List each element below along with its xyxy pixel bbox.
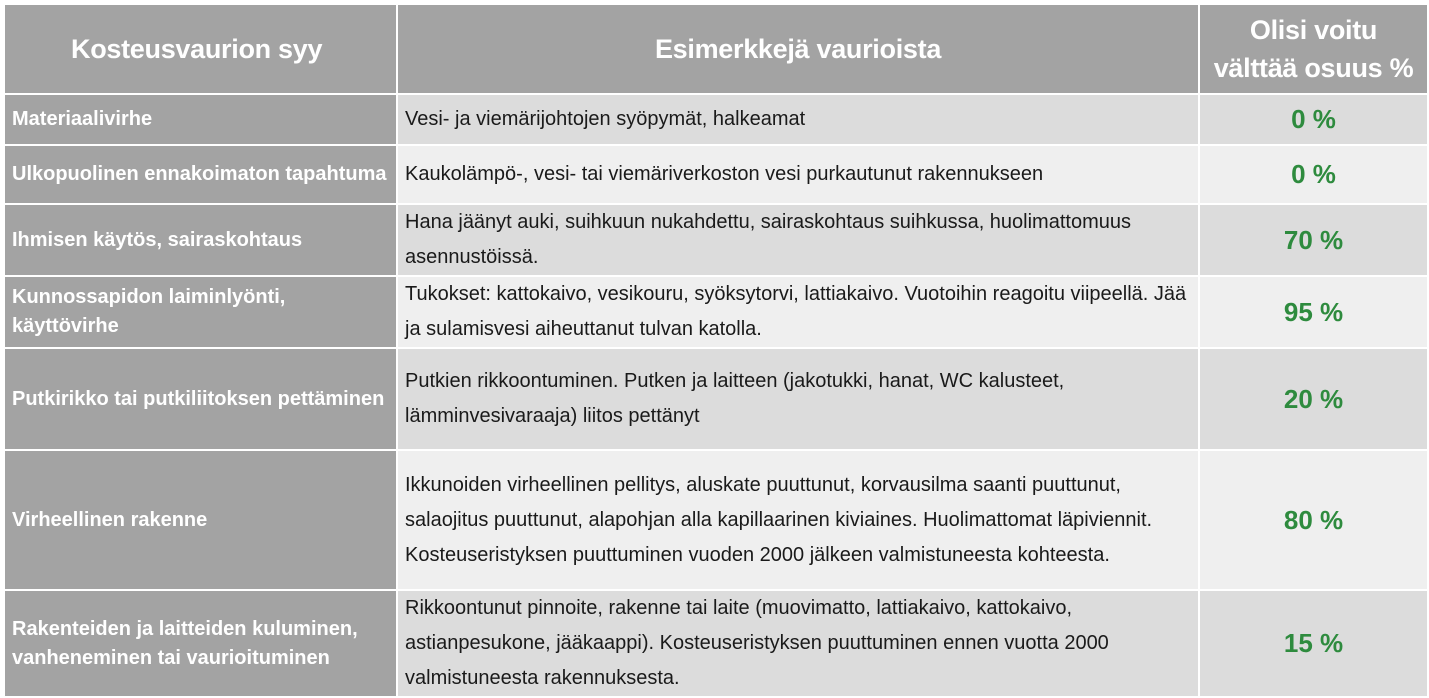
cause-cell: Ulkopuolinen ennakoimaton tapahtuma bbox=[4, 145, 397, 204]
avoidable-percent: 0 % bbox=[1199, 145, 1428, 204]
examples-cell: Hana jäänyt auki, suihkuun nukahdettu, sairaskohtaus suihkussa, huolimattomuus asennustöissä. bbox=[397, 204, 1199, 276]
table-row bbox=[4, 348, 1428, 450]
examples-cell: Vesi- ja viemärijohtojen syöpymät, halkeamat bbox=[397, 94, 1199, 145]
cause-cell: Ihmisen käytös, sairaskohtaus bbox=[4, 204, 397, 276]
table-header bbox=[4, 4, 1428, 94]
table-row bbox=[4, 590, 1428, 697]
cause-cell: Putkirikko tai putkiliitoksen pettäminen bbox=[4, 348, 397, 450]
header-row bbox=[4, 4, 1428, 94]
examples-cell: Ikkunoiden virheellinen pellitys, aluskate puuttunut, korvausilma saanti puuttunut, salaojitus puuttunut, alapohjan alla kapillaarinen kiviaines. Huolimattomat läpiviennit. Kosteuseristyksen puuttuminen vuoden 2000 jälkeen valmistuneesta kohteesta. bbox=[397, 450, 1199, 590]
header-avoidable bbox=[1199, 4, 1428, 94]
header-cause: Kosteusvaurion syy bbox=[4, 4, 397, 94]
table-row bbox=[4, 276, 1428, 348]
header-avoidable-line1: Olisi voitu bbox=[1249, 15, 1378, 45]
avoidable-percent: 15 % bbox=[1199, 590, 1428, 697]
table-row bbox=[4, 204, 1428, 276]
avoidable-percent: 80 % bbox=[1199, 450, 1428, 590]
examples-cell: Kaukolämpö-, vesi- tai viemäriverkoston vesi purkautunut rakennukseen bbox=[397, 145, 1199, 204]
cause-cell: Rakenteiden ja laitteiden kuluminen, vanheneminen tai vaurioituminen bbox=[4, 590, 397, 697]
header-avoidable-line2: välttää osuus % bbox=[1213, 53, 1414, 83]
table-body bbox=[4, 94, 1428, 697]
avoidable-percent: 20 % bbox=[1199, 348, 1428, 450]
avoidable-percent: 0 % bbox=[1199, 94, 1428, 145]
header-examples: Esimerkkejä vaurioista bbox=[397, 4, 1199, 94]
cause-cell: Kunnossapidon laiminlyönti, käyttövirhe bbox=[4, 276, 397, 348]
examples-cell: Tukokset: kattokaivo, vesikouru, syöksytorvi, lattiakaivo. Vuotoihin reagoitu viipeellä. Jää ja sulamisvesi aiheuttanut tulvan katolla. bbox=[397, 276, 1199, 348]
avoidable-percent: 95 % bbox=[1199, 276, 1428, 348]
cause-cell: Virheellinen rakenne bbox=[4, 450, 397, 590]
table-row bbox=[4, 450, 1428, 590]
examples-cell: Putkien rikkoontuminen. Putken ja laitteen (jakotukki, hanat, WC kalusteet, lämminvesivaraaja) liitos pettänyt bbox=[397, 348, 1199, 450]
examples-cell: Rikkoontunut pinnoite, rakenne tai laite (muovimatto, lattiakaivo, kattokaivo, astianpesukone, jääkaappi). Kosteuseristyksen puuttuminen ennen vuotta 2000 valmistuneesta rakennuksesta. bbox=[397, 590, 1199, 697]
avoidable-percent: 70 % bbox=[1199, 204, 1428, 276]
cause-cell: Materiaalivirhe bbox=[4, 94, 397, 145]
table-row bbox=[4, 94, 1428, 145]
table-row bbox=[4, 145, 1428, 204]
moisture-damage-table bbox=[3, 3, 1429, 698]
